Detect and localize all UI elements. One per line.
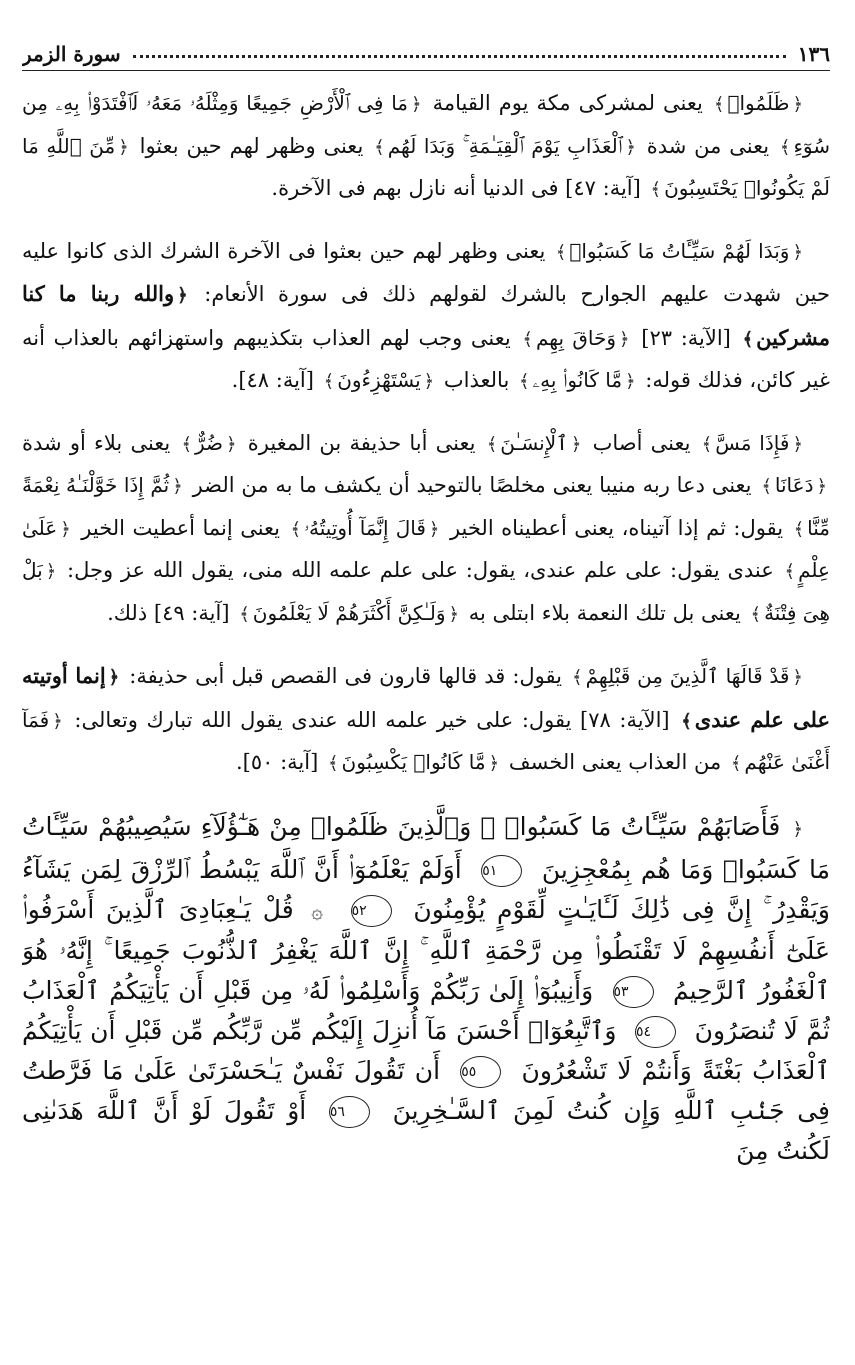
commentary-segment: [الآية: ٧٨] يقول: على خير علمه الله عندى يقول الله تبارك وتعالى: — [74, 707, 670, 732]
close-bracket-ornament: ﴾ — [374, 136, 385, 158]
commentary-paragraph — [22, 423, 830, 636]
quoted-verse — [484, 431, 585, 455]
close-bracket-ornament: ﴾ — [784, 561, 796, 582]
commentary-segment: [آية: ٤٨]. — [231, 368, 314, 392]
quoted-verse — [325, 750, 502, 774]
quoted-verse-text: مِّنَ ٱللَّهِ مَا لَمْ يَكُونُوا۟ يَحْتَسِبُونَ — [22, 133, 830, 200]
verse-text: وَأَنِيبُوٓا۟ إِلَىٰ رَبِّكُمْ وَأَسْلِمُوا۟ لَهُۥ مِن قَبْلِ أَن يَأْتِيَكُمُ ٱلْعَذَابُ ثُمَّ لَا تُنصَرُونَ — [22, 975, 830, 1045]
close-bracket-ornament: ﴾ — [713, 94, 725, 115]
ayah-number-icon: ٥١ — [481, 855, 522, 887]
commentary-segment: من العذاب يعنى الخسف — [508, 750, 722, 774]
open-bracket-ornament: ﴿ — [411, 94, 422, 115]
commentary-segment: يعنى لمشركى مكة يوم القيامة — [432, 91, 703, 115]
quran-paragraph — [22, 807, 830, 1171]
commentary-segment: يقول: قد قالها قارون فى القصص قبل أبى حذيفة: — [129, 664, 562, 688]
commentary-paragraph — [22, 83, 830, 211]
commentary-segment: [الآية: ٢٣] — [641, 325, 731, 350]
close-bracket-ornament: ﴾ — [327, 753, 339, 774]
quoted-verse-text: وَحَاقَ بِهِم — [535, 325, 617, 350]
close-bracket-ornament: ﴾ — [572, 667, 583, 688]
open-bracket-ornament: ﴿ — [118, 136, 129, 158]
quoted-verse-text: ظَلَمُوا۟ — [727, 91, 790, 115]
quoted-verse — [699, 431, 806, 455]
quoted-verse-text: ضُرٌّ — [195, 430, 224, 455]
quoted-verse — [516, 368, 639, 392]
commentary-segment: يعنى وظهر لهم حين بعثوا فى الآخرة الشرك الذى كانوا عليه حين شهدت عليهم الجوارح بالشرك لقولهم ذلك فى سورة الأنعام: — [22, 238, 830, 306]
open-bracket-ornament: ﴿ — [625, 136, 636, 158]
open-bracket-ornament: ﴿ — [177, 285, 188, 306]
paragraph-gap — [22, 403, 830, 423]
close-bracket-ornament: ﴾ — [486, 433, 498, 455]
commentary-segment: [آية: ٤٩] ذلك. — [107, 600, 230, 625]
commentary-segment: يعنى وظهر لهم حين بعثوا — [139, 133, 364, 158]
surah-title: سورة الزمر — [22, 42, 121, 66]
quoted-verse-text: دَعَانَا — [774, 473, 814, 497]
close-bracket-ornament: ﴾ — [681, 710, 692, 732]
open-bracket-ornament: ﴿ — [792, 433, 803, 455]
open-bracket-ornament: ﴿ — [226, 433, 237, 455]
verse-text: أَوَلَمْ يَعْلَمُوٓا۟ أَنَّ ٱللَّهَ يَبْسُطُ ٱلرِّزْقَ لِمَن يَشَآءُ وَيَقْدِرُ ۚ إِنَّ فِى ذَٰلِكَ لَـَٔايَـٰتٍ لِّقَوْمٍ يُؤْمِنُونَ — [22, 854, 830, 924]
page-header — [22, 22, 830, 66]
commentary-segment: يعنى إنما أعطيت الخير — [81, 515, 281, 540]
commentary-text — [22, 83, 830, 785]
close-bracket-ornament: ﴾ — [181, 433, 193, 455]
commentary-paragraph — [22, 231, 830, 403]
ayah-number-icon: ٥٥ — [460, 1056, 501, 1088]
open-bracket-ornament: ﴿ — [792, 94, 803, 115]
quoted-verse — [519, 326, 632, 350]
quoted-verse-text: ٱلْإِنسَـٰنَ — [500, 430, 568, 455]
open-bracket-ornament: ﴿ — [570, 433, 582, 455]
commentary-segment: [آية: ٥٠]. — [235, 750, 319, 774]
commentary-segment: يعنى من شدة — [646, 133, 770, 158]
commentary-segment: يقول: ثم إذا آتيناه، يعنى أعطيناه الخير — [449, 515, 784, 540]
quoted-verse — [553, 239, 806, 263]
open-bracket-ornament: ﴿ — [108, 667, 120, 688]
close-bracket-ornament: ﴾ — [701, 433, 713, 455]
quoted-verse-text: ثُمَّ إِذَا خَوَّلْنَـٰهُ نِعْمَةً مِّنَّا — [22, 473, 830, 540]
commentary-segment: يعنى أصاب — [592, 430, 691, 455]
rub-el-hizb-icon: ۞ — [311, 898, 324, 923]
close-bracket-ornament: ﴾ — [761, 476, 772, 497]
close-bracket-ornament: ﴾ — [239, 603, 250, 625]
commentary-segment: يعنى وجب لهم العذاب بتكذيبهم واستهزائهم بالعذاب أنه غير كائن، فذلك قوله: — [22, 325, 830, 392]
book-page — [22, 22, 830, 1352]
page-number: ١٣٦ — [797, 42, 830, 66]
quoted-verse-text: مَّا كَانُوا۟ بِهِۦ — [532, 368, 623, 392]
open-bracket-ornament: ﴿ — [52, 710, 63, 732]
quoted-verse-text: مَّا كَانُوا۟ يَكْسِبُونَ — [341, 750, 486, 774]
ayah-number-icon: ٥٦ — [329, 1096, 370, 1128]
close-bracket-ornament: ﴾ — [730, 753, 742, 774]
close-bracket-ornament: ﴾ — [793, 518, 805, 540]
close-bracket-ornament: ﴾ — [290, 518, 302, 540]
open-bracket-ornament: ﴿ — [172, 476, 183, 497]
quoted-verse — [178, 431, 239, 455]
commentary-segment: يعنى دعا ربه منيبا يعنى مخلصًا بالتوحيد أن يكشف ما به من الضر — [192, 473, 752, 497]
commentary-segment: [آية: ٤٧] فى الدنيا أنه نازل بهم فى الآخرة. — [271, 176, 641, 200]
verse-text: أَن تَقُولَ نَفْسٌ يَـٰحَسْرَتَىٰ عَلَىٰ مَا فَرَّطتُ فِى جَنۢبِ ٱللَّهِ وَإِن كُنتُ لَمِنَ ٱلسَّـٰخِرِينَ — [22, 1055, 830, 1125]
commentary-paragraph — [22, 655, 830, 785]
quoted-verse-text: قَدْ قَالَهَا ٱلَّذِينَ مِن قَبْلِهِمْ — [585, 664, 790, 688]
quoted-verse — [758, 473, 830, 497]
commentary-segment: يعنى بلاء أو شدة — [22, 430, 171, 455]
commentary-segment: يعنى بل تلك النعمة بلاء ابتلى به — [468, 600, 741, 625]
quoted-verse-text: عَلَىٰ عِلْمٍ — [22, 515, 830, 582]
header-divider — [22, 70, 830, 71]
quoted-verse-text: وَبَدَا لَهُمْ سَيِّـَٔاتُ مَا كَسَبُوا۟ — [569, 238, 790, 263]
open-bracket-ornament: ﴿ — [625, 371, 636, 392]
quoted-verse-text: بَلْ هِىَ فِتْنَةٌ — [22, 558, 830, 625]
open-bracket-ornament: ﴿ — [448, 603, 460, 625]
open-bracket-ornament: ﴿ — [792, 667, 803, 688]
quoted-verse — [711, 91, 806, 115]
commentary-segment: يعنى أبا حذيفة بن المغيرة — [247, 430, 476, 455]
ayah-number-icon: ٥٢ — [351, 895, 392, 927]
quoted-verse — [321, 368, 438, 392]
open-bracket-ornament: ﴿ — [488, 753, 500, 774]
verse-text: وَٱتَّبِعُوٓا۟ أَحْسَنَ مَآ أُنزِلَ إِلَيْكُم مِّن رَّبِّكُم مِّن قَبْلِ أَن يَأْتِيَكُمُ ٱلْعَذَابُ بَغْتَةً وَأَنتُمْ لَا تَشْعُرُونَ — [22, 1015, 830, 1085]
open-bracket-ornament: ﴿ — [619, 328, 630, 350]
open-bracket-ornament: ﴿ — [816, 476, 828, 497]
quoted-verse-text: وَلَـٰكِنَّ أَكْثَرَهُمْ لَا يَعْلَمُونَ — [252, 600, 446, 625]
quoted-verse-text: قَالَ إِنَّمَآ أُوتِيتُهُۥ — [304, 515, 426, 540]
open-bracket-ornament: ﴿ — [792, 818, 803, 840]
quran-verses — [22, 807, 830, 1171]
paragraph-gap — [22, 635, 830, 655]
open-bracket-ornament: ﴿ — [60, 518, 71, 540]
quoted-verse-text: والله ربنا ما كنا مشركين — [22, 281, 830, 350]
close-bracket-ornament: ﴾ — [555, 241, 567, 263]
paragraph-gap — [22, 211, 830, 231]
ayah-number-icon: ٥٣ — [613, 976, 654, 1008]
close-bracket-ornament: ﴾ — [779, 136, 791, 158]
quoted-verse — [371, 134, 639, 158]
quoted-verse-text: ٱلْعَذَابِ يَوْمَ ٱلْقِيَـٰمَةِ ۚ وَبَدَا لَهُم — [387, 133, 623, 158]
open-bracket-ornament: ﴿ — [45, 561, 57, 582]
close-bracket-ornament: ﴾ — [518, 371, 530, 392]
commentary-segment: بالعذاب — [443, 368, 510, 392]
verse-text: فَأَصَابَهُمْ سَيِّـَٔاتُ مَا كَسَبُوا۟ ۚ وَٱلَّذِينَ ظَلَمُوا۟ مِنْ هَـٰٓؤُلَآءِ سَيُصِيبُهُمْ سَيِّـَٔاتُ مَا كَسَبُوا۟ وَمَا هُم بِمُعْجِزِينَ — [22, 811, 830, 884]
quoted-verse — [236, 601, 462, 625]
quoted-verse — [288, 516, 443, 540]
quoted-verse-text: فَمَآ أَغْنَىٰ عَنْهُم — [22, 707, 830, 774]
quoted-verse-text: فَإِذَا مَسَّ — [715, 430, 790, 455]
close-bracket-ornament: ﴾ — [323, 371, 335, 392]
commentary-segment: عندى يقول: على علم عندى، يقول: على علم علمه الله منى، يقول الله عز وجل: — [67, 558, 774, 582]
quoted-verse — [569, 664, 806, 688]
quoted-verse-text: إنما أوتيته على علم عندى — [22, 663, 830, 732]
close-bracket-ornament: ﴾ — [742, 328, 754, 350]
close-bracket-ornament: ﴾ — [650, 179, 662, 200]
close-bracket-ornament: ﴾ — [522, 328, 533, 350]
close-bracket-ornament: ﴾ — [750, 603, 762, 625]
open-bracket-ornament: ﴿ — [428, 518, 440, 540]
open-bracket-ornament: ﴿ — [792, 241, 803, 263]
ayah-number-icon: ٥٤ — [635, 1016, 676, 1048]
verse-text: أَوْ تَقُولَ لَوْ أَنَّ ٱللَّهَ هَدَىٰنِى لَكُنتُ مِنَ — [22, 1095, 830, 1165]
open-bracket-ornament: ﴿ — [423, 371, 435, 392]
quoted-verse-text: يَسْتَهْزِءُونَ — [337, 368, 421, 392]
quoted-verse-text: مَا فِى ٱلْأَرْضِ جَمِيعًا وَمِثْلَهُۥ مَعَهُۥ لَٱفْتَدَوْا۟ بِهِۦ مِن سُوٓءِ — [22, 91, 830, 158]
verse-text: قُلْ يَـٰعِبَادِىَ ٱلَّذِينَ أَسْرَفُوا۟ عَلَىٰٓ أَنفُسِهِمْ لَا تَقْنَطُوا۟ مِن رَّحْمَةِ ٱللَّهِ ۚ إِنَّ ٱللَّهَ يَغْفِرُ ٱلذُّنُوبَ جَمِيعًا ۚ إِنَّهُۥ هُوَ ٱلْغَفُورُ ٱلرَّحِيمُ — [22, 894, 830, 1005]
header-dotted-leader — [133, 55, 786, 58]
